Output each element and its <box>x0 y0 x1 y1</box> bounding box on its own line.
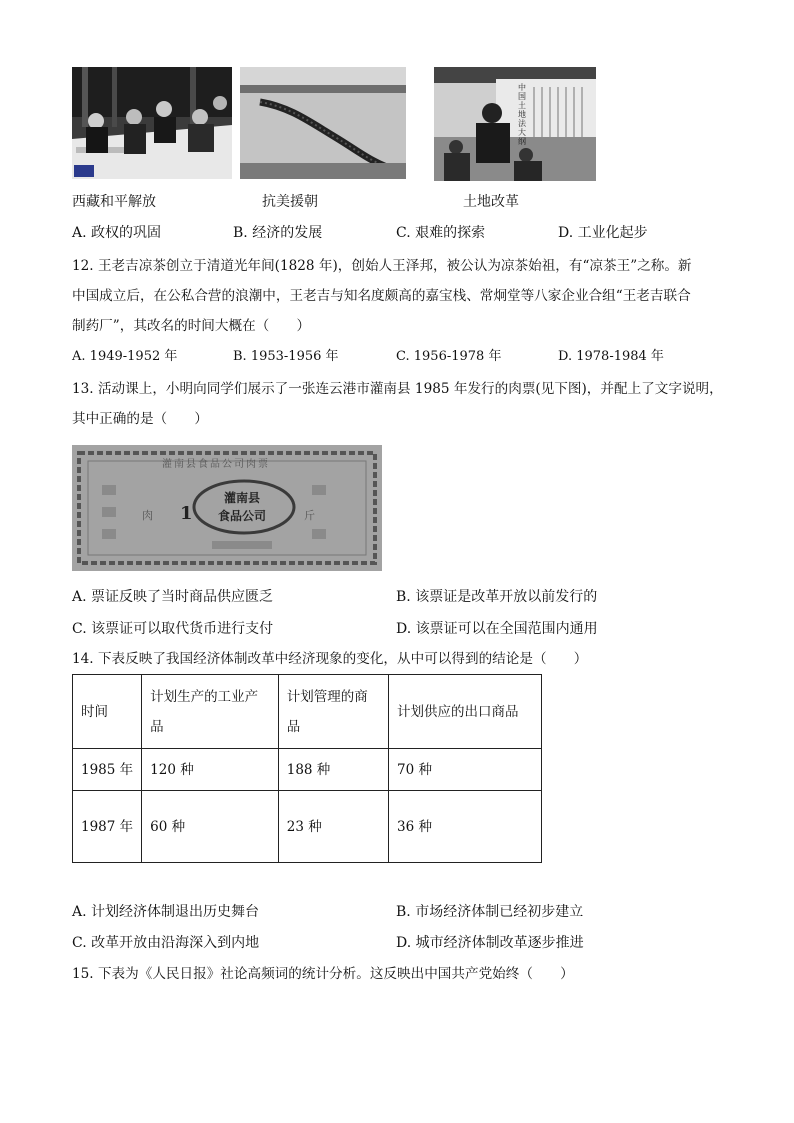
option-text: 市场经济体制已经初步建立 <box>415 904 584 920</box>
table-cell: 188 种 <box>278 749 388 791</box>
option-letter: A. <box>72 589 87 605</box>
q14-option-d[interactable] <box>396 933 584 953</box>
option-letter: C. <box>396 225 411 241</box>
option-text: 1949-1952 年 <box>89 349 178 364</box>
photo-korean-war <box>240 67 406 179</box>
option-letter: C. <box>72 621 87 637</box>
q12-option-a[interactable] <box>72 347 177 367</box>
ticket-top-label: 灌南县食品公司肉票 <box>162 459 270 470</box>
option-text: 工业化起步 <box>577 225 648 241</box>
option-text: 该票证是改革开放以前发行的 <box>415 589 598 605</box>
option-text: 改革开放由沿海深入到内地 <box>91 935 260 951</box>
table-cell: 23 种 <box>278 791 388 863</box>
q13-option-d[interactable] <box>396 619 598 639</box>
option-text: 该票证可以取代货币进行支付 <box>91 621 274 637</box>
question-number: 12. <box>72 258 94 274</box>
q14-table <box>72 674 542 863</box>
option-letter: C. <box>72 935 87 951</box>
table-cell: 120 种 <box>142 749 279 791</box>
table-cell: 70 种 <box>389 749 542 791</box>
option-text: 1953-1956 年 <box>250 349 339 364</box>
q13-option-a[interactable] <box>72 587 273 607</box>
option-letter: B. <box>396 904 411 920</box>
table-cell: 36 种 <box>389 791 542 863</box>
q12-option-d[interactable] <box>558 347 664 367</box>
question-number: 15. <box>72 966 94 982</box>
photo-land-reform <box>434 67 596 181</box>
q12-line-1: 王老吉凉茶创立于清道光年间(1828 年)，创始人王泽邦，被公认为凉茶始祖，有“凉茶王”之称。新 <box>97 258 692 274</box>
photo3-document-title: 中国土地法大纲 <box>518 83 526 146</box>
table-header-cell: 计划管理的商品 <box>278 675 388 749</box>
photo-tibet-image <box>72 67 232 179</box>
table-cell: 60 种 <box>142 791 279 863</box>
option-letter: B. <box>233 225 248 241</box>
ticket-left-char: 肉 <box>142 509 153 522</box>
table-header-row <box>73 675 542 749</box>
photo-korean-war-image <box>240 67 406 179</box>
table-cell: 1987 年 <box>73 791 142 863</box>
q12-line-2: 中国成立后，在公私合营的浪潮中，王老吉与知名度颇高的嘉宝栈、常炯堂等八家企业合组“王老吉联合 <box>72 288 691 304</box>
q15-stem <box>72 964 574 984</box>
q14-option-c[interactable] <box>72 933 259 953</box>
option-text: 政权的巩固 <box>91 225 162 241</box>
table-header-cell: 计划生产的工业产品 <box>142 675 279 749</box>
table-header-cell: 计划供应的出口商品 <box>389 675 542 749</box>
q11-option-c[interactable] <box>396 223 485 243</box>
option-letter: A. <box>72 225 87 241</box>
option-text: 经济的发展 <box>252 225 323 241</box>
q12-line-3: 制药厂”，其改名的时间大概在（ ） <box>72 318 311 334</box>
q11-option-d[interactable] <box>558 223 648 243</box>
photo-land-reform-image <box>434 67 596 181</box>
option-letter: A. <box>72 349 86 364</box>
photo-tibet-liberation <box>72 67 232 179</box>
q13-option-b[interactable] <box>396 587 597 607</box>
q14-stem-text: 下表反映了我国经济体制改革中经济现象的变化，从中可以得到的结论是（ ） <box>97 651 588 667</box>
q12-option-b[interactable] <box>233 347 339 367</box>
ticket-right-char: 斤 <box>304 509 315 522</box>
table-header-cell: 时间 <box>73 675 142 749</box>
option-letter: D. <box>396 621 412 637</box>
q14-stem <box>72 649 587 669</box>
q12-stem <box>72 251 732 341</box>
option-text: 该票证可以在全国范围内通用 <box>415 621 598 637</box>
option-text: 计划经济体制退出历史舞台 <box>91 904 260 920</box>
q11-option-b[interactable] <box>233 223 322 243</box>
option-letter: C. <box>396 349 410 364</box>
ticket-stamp-line1: 灌南县 <box>224 491 261 505</box>
caption-land-reform: 土地改革 <box>463 194 519 210</box>
ticket-value: 1 <box>180 503 193 524</box>
table-cell: 1985 年 <box>73 749 142 791</box>
q14-option-a[interactable] <box>72 902 259 922</box>
meat-ticket-image <box>72 445 382 571</box>
q13-stem <box>72 374 732 434</box>
ticket-stamp-line2: 食品公司 <box>218 509 267 523</box>
question-number: 14. <box>72 651 94 667</box>
q13-line-2: 其中正确的是（ ） <box>72 411 208 427</box>
q15-stem-text: 下表为《人民日报》社论高频词的统计分析。这反映出中国共产党始终（ ） <box>97 966 574 982</box>
q11-option-a[interactable] <box>72 223 161 243</box>
option-text: 1956-1978 年 <box>413 349 502 364</box>
q13-option-c[interactable] <box>72 619 273 639</box>
option-text: 艰难的探索 <box>415 225 486 241</box>
caption-tibet: 西藏和平解放 <box>72 194 156 210</box>
table-row <box>73 749 542 791</box>
option-text: 城市经济体制改革逐步推进 <box>415 935 584 951</box>
caption-korean-war: 抗美援朝 <box>262 194 318 210</box>
table-row <box>73 791 542 863</box>
q12-option-c[interactable] <box>396 347 501 367</box>
option-letter: D. <box>558 225 574 241</box>
option-letter: D. <box>558 349 573 364</box>
option-letter: B. <box>396 589 411 605</box>
option-text: 票证反映了当时商品供应匮乏 <box>91 589 274 605</box>
q13-line-1: 活动课上，小明向同学们展示了一张连云港市灌南县 1985 年发行的肉票(见下图)，并配上了文字说明， <box>97 381 723 397</box>
option-letter: B. <box>233 349 247 364</box>
q14-option-b[interactable] <box>396 902 583 922</box>
option-letter: A. <box>72 904 87 920</box>
option-letter: D. <box>396 935 412 951</box>
question-number: 13. <box>72 381 94 397</box>
option-text: 1978-1984 年 <box>576 349 664 364</box>
